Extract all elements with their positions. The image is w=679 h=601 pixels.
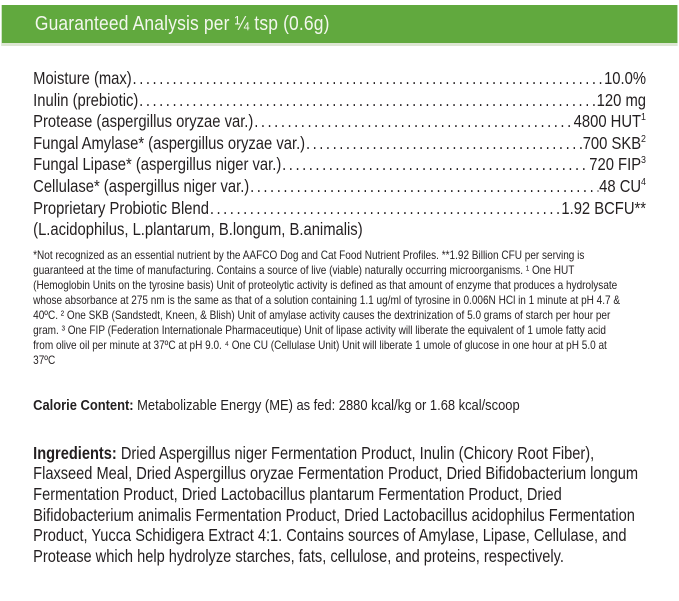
dotted-leader bbox=[139, 90, 596, 112]
analysis-row-moisture bbox=[33, 68, 646, 90]
analysis-label: Cellulase* (aspergillus niger var.) bbox=[33, 175, 250, 196]
analysis-label: Proprietary Probiotic Blend bbox=[33, 197, 209, 218]
analysis-value-text: 10.0% bbox=[604, 68, 646, 88]
analysis-row-protease bbox=[33, 111, 646, 133]
dotted-leader bbox=[250, 176, 598, 198]
dotted-leader bbox=[254, 111, 573, 133]
ingredients-paragraph bbox=[33, 443, 646, 567]
analysis-value-text: 700 SKB bbox=[582, 132, 642, 153]
dotted-leader bbox=[210, 198, 561, 220]
probiotic-species-line: (L.acidophilus, L.plantarum, B.longum, B.animalis) bbox=[33, 219, 363, 240]
analysis-label: Moisture (max) bbox=[33, 68, 132, 88]
analysis-value bbox=[597, 90, 646, 112]
analysis-value-text: 1.92 BCFU** bbox=[561, 197, 646, 218]
analysis-row-inulin bbox=[33, 90, 646, 112]
label-content bbox=[0, 68, 679, 566]
calorie-content-label: Calorie Content: bbox=[33, 396, 134, 414]
guaranteed-analysis-title: Guaranteed Analysis per ¼ tsp (0.6g) bbox=[34, 12, 330, 35]
analysis-value bbox=[599, 176, 646, 198]
calorie-content-line bbox=[33, 396, 646, 416]
analysis-row-cellulase bbox=[33, 176, 646, 198]
analysis-label: Protease (aspergillus oryzae var.) bbox=[33, 111, 254, 132]
analysis-value bbox=[589, 154, 646, 176]
analysis-value-footnote-ref: 1 bbox=[641, 112, 646, 124]
analysis-value bbox=[604, 68, 646, 90]
analysis-row-fungal-amylase bbox=[33, 133, 646, 155]
analysis-value-text: 4800 HUT bbox=[573, 111, 642, 132]
guaranteed-analysis-header bbox=[2, 5, 678, 46]
footnotes-paragraph: *Not recognized as an essential nutrient by the AAFCO Dog and Cat Food Nutrient Profiles. **1.92 Billion CFU per serving is guaranteed at the time of manufacturing. Contains a source of live (viable) naturally occurring microorganisms. ¹ One HUT (Hemoglobin Units on the tyrosine basis) Unit of proteolytic activity is defined as that amount of enzyme that produces a hydrolysate whose absorbance at 275 nm is the same as that of a solution containing 1.1 ug/ml of tyrosine in 0.006N HCl in 1 minute at pH 4.7 & 40ºC. ² One SKB (Sandstedt, Kneen, & Blish) Unit of amylase activity causes the dextrinization of 5.0 grams of starch per hour per gram. ³ One FIP (Federation Internationale Pharmaceutique) Unit of lipase activity will liberate the equivalent of 1 umole fatty acid from olive oil per minute at 37ºC at pH 9.0. ⁴ One CU (Cellulase Unit) Unit will liberate 1 umole of glucose in one hour at pH 5.0 at 37ºC bbox=[33, 247, 621, 367]
analysis-value bbox=[574, 111, 646, 133]
ingredients-label: Ingredients: bbox=[33, 442, 117, 463]
analysis-row-probiotic-blend bbox=[33, 198, 646, 220]
guaranteed-analysis-list bbox=[33, 68, 646, 241]
analysis-value-footnote-ref: 2 bbox=[641, 133, 646, 145]
analysis-value-text: 48 CU bbox=[599, 175, 642, 196]
calorie-content-text: Metabolizable Energy (ME) as fed: 2880 kcal/kg or 1.68 kcal/scoop bbox=[137, 396, 520, 414]
analysis-label: Inulin (prebiotic) bbox=[33, 89, 139, 110]
analysis-value-footnote-ref: 3 bbox=[641, 155, 646, 167]
dotted-leader bbox=[306, 133, 582, 155]
analysis-value bbox=[561, 198, 646, 220]
analysis-value-text: 120 mg bbox=[596, 89, 646, 110]
analysis-value-text: 720 FIP bbox=[589, 154, 642, 175]
label-panel bbox=[0, 5, 679, 566]
analysis-label: Fungal Lipase* (aspergillus niger var.) bbox=[33, 154, 282, 175]
ingredients-text: Dried Aspergillus niger Fermentation Product, Inulin (Chicory Root Fiber), Flaxseed Meal, Dried Aspergillus oryzae Fermentation Product, Dried Bifidobacterium longum Fermentation Product, Dried Lactobacillus plantarum Fermentation Product, Dried Bifidobacterium animalis Fermentation Product, Dried Lactobacillus acidophilus Fermentation Product, Yucca Schidigera Extract 4:1. Contains sources of Amylase, Lipase, Cellulase, and Protease which help hydrolyze starches, fats, cellulose, and proteins, respectively. bbox=[33, 442, 639, 566]
analysis-label: Fungal Amylase* (aspergillus oryzae var.) bbox=[33, 132, 306, 153]
analysis-row-fungal-lipase bbox=[33, 154, 646, 176]
analysis-value-footnote-ref: 4 bbox=[641, 177, 646, 189]
analysis-value bbox=[583, 133, 646, 155]
dotted-leader bbox=[282, 154, 588, 176]
dotted-leader bbox=[133, 68, 604, 90]
